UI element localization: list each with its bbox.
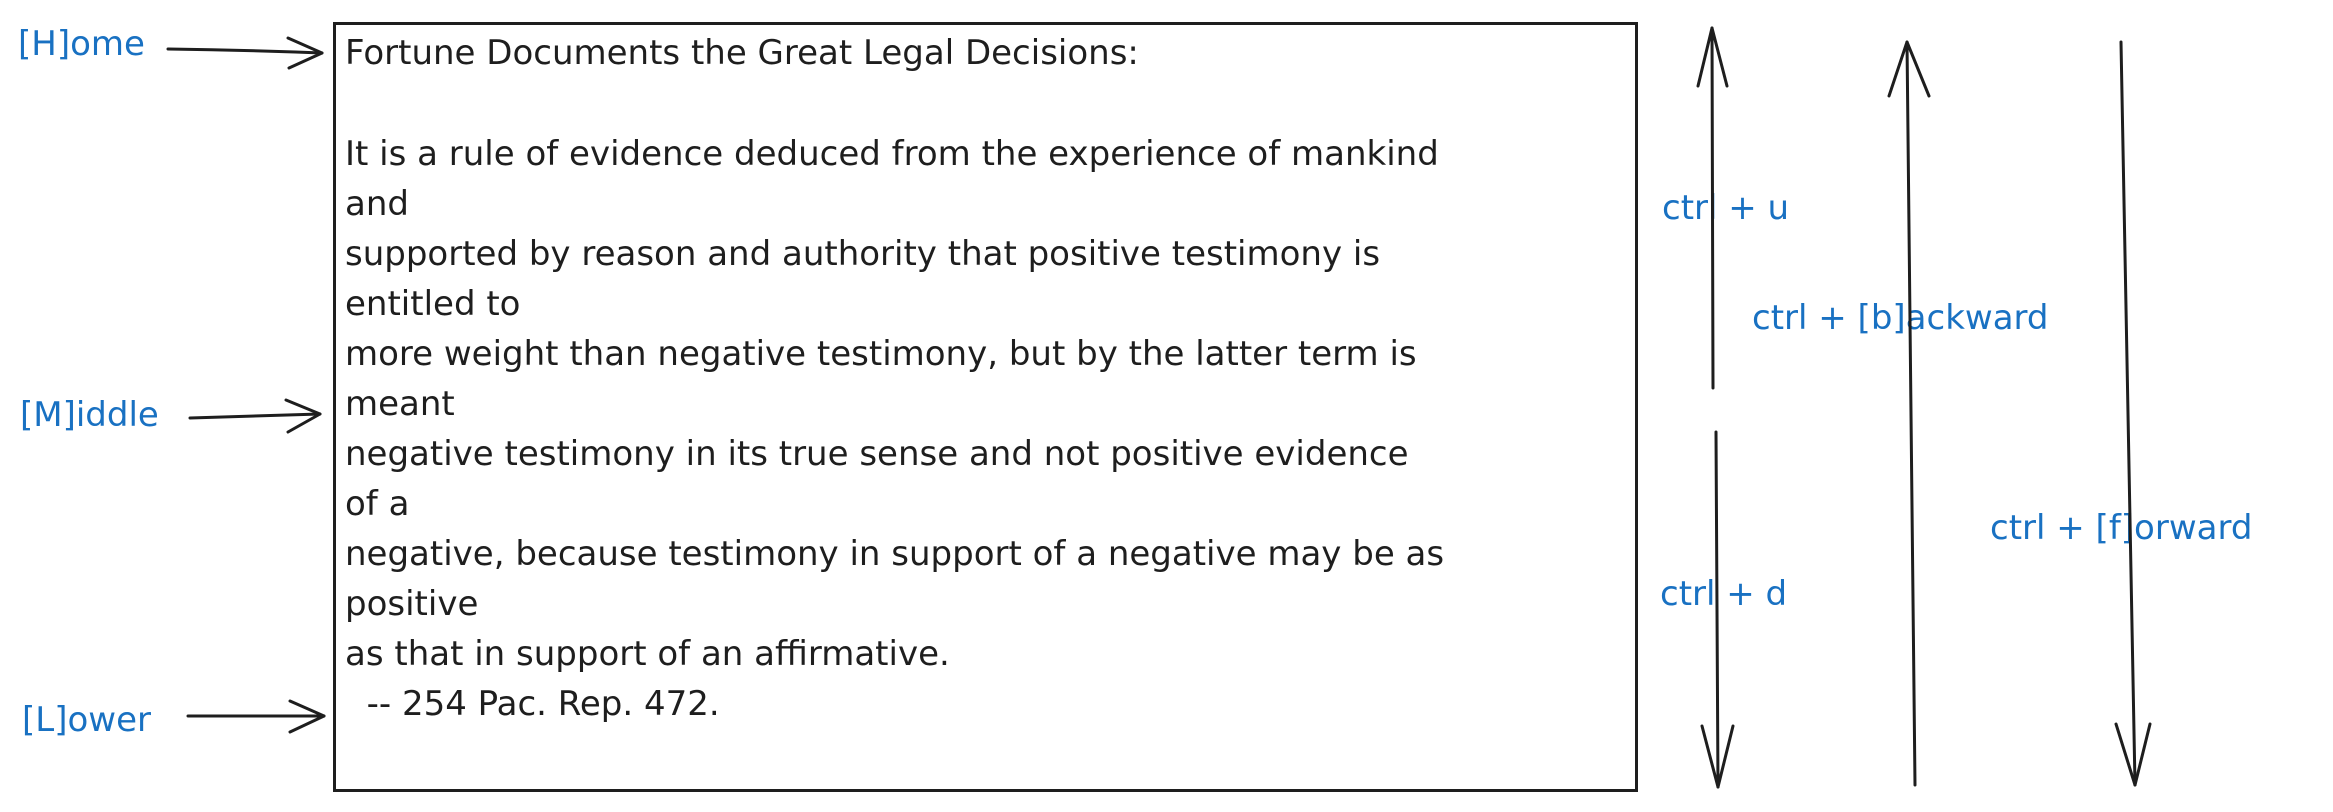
scroll-forward-arrow <box>2116 42 2150 785</box>
scroll-backward-arrow <box>1889 42 1929 785</box>
label-ctrl-backward: ctrl + [b]ackward <box>1752 298 2049 338</box>
document-line: supported by reason and authority that positive testimony is <box>345 234 1381 274</box>
document-citation: -- 254 Pac. Rep. 472. <box>345 684 720 724</box>
document-line: more weight than negative testimony, but by the latter term is <box>345 334 1417 374</box>
label-middle: [M]iddle <box>20 395 159 435</box>
label-lower: [L]ower <box>22 700 151 740</box>
document-line: as that in support of an affirmative. <box>345 634 950 674</box>
document-line: negative testimony in its true sense and not positive evidence <box>345 434 1409 474</box>
label-ctrl-d: ctrl + d <box>1660 574 1788 614</box>
document-line: and <box>345 184 409 224</box>
middle-pointer-arrow <box>190 400 320 432</box>
label-ctrl-u: ctrl + u <box>1662 188 1790 228</box>
document-line: meant <box>345 384 455 424</box>
document-line: positive <box>345 584 479 624</box>
home-pointer-arrow <box>168 38 322 68</box>
label-home: [H]ome <box>18 24 145 64</box>
document-line: of a <box>345 484 410 524</box>
document-line: negative, because testimony in support of a negative may be as <box>345 534 1445 574</box>
scroll-down-half-arrow <box>1702 432 1733 787</box>
scroll-up-half-arrow <box>1698 28 1727 388</box>
document-line: It is a rule of evidence deduced from the experience of mankind <box>345 134 1439 174</box>
label-ctrl-forward: ctrl + [f]orward <box>1990 508 2253 548</box>
document-title: Fortune Documents the Great Legal Decisions: <box>345 33 1139 73</box>
document-line: entitled to <box>345 284 521 324</box>
lower-pointer-arrow <box>188 701 324 732</box>
